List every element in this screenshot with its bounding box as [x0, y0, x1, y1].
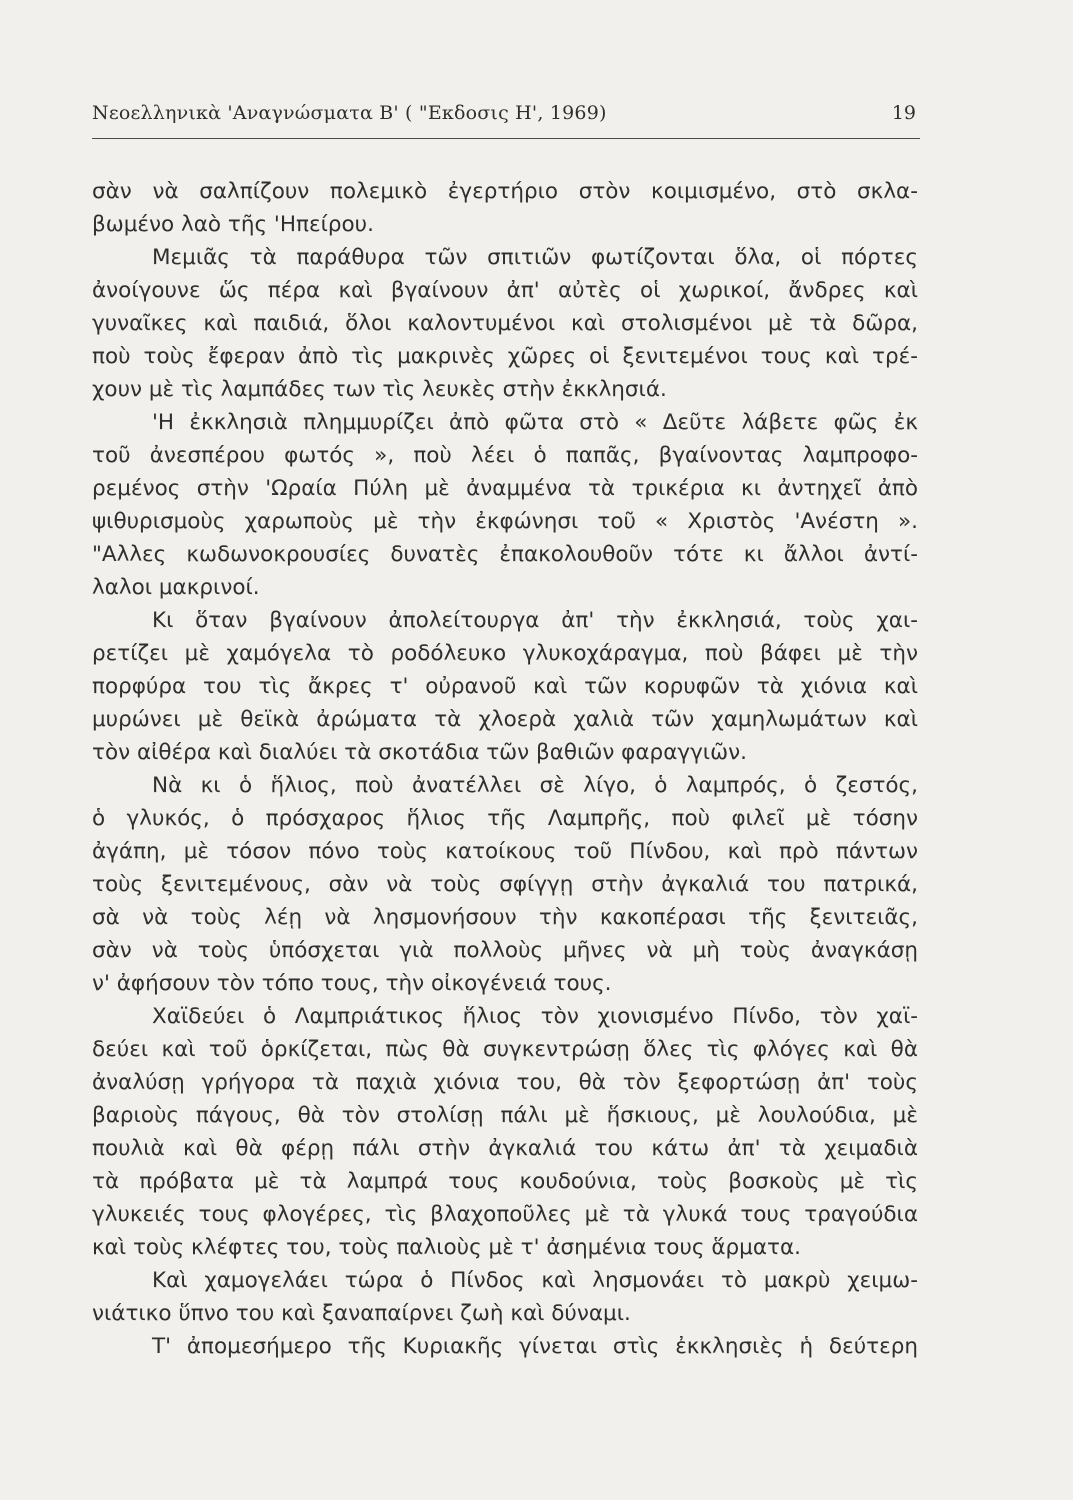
text-line: βαριοὺς πάγους, θὰ τὸν στολίσῃ πάλι μὲ ἥσκιους, μὲ λουλούδια, μὲ [92, 1103, 918, 1128]
text-line: τοῦ ἀνεσπέρου φωτός », ποὺ λέει ὁ παπᾶς, βγαίνοντας λαμπροφο- [92, 443, 918, 468]
text-line: καὶ τοὺς κλέφτες του, τοὺς παλιοὺς μὲ τ' ἀσημένια τους ἅρματα. [92, 1235, 801, 1260]
text-line: γυναῖκες καὶ παιδιά, ὅλοι καλοντυμένοι καὶ στολισμένοι μὲ τὰ δῶρα, [92, 311, 918, 336]
text-line: τὸν αἰθέρα καὶ διαλύει τὰ σκοτάδια τῶν βαθιῶν φαραγγιῶν. [92, 740, 747, 765]
text-line: τὰ πρόβατα μὲ τὰ λαμπρά τους κουδούνια, τοὺς βοσκοὺς μὲ τὶς [92, 1169, 918, 1194]
text-line: ν' ἀφήσουν τὸν τόπο τους, τὴν οἰκογένειά τους. [92, 971, 612, 996]
text-line: ρεμένος στὴν 'Ωραία Πύλη μὲ ἀναμμένα τὰ τρικέρια κι ἀντηχεῖ ἀπὸ [92, 476, 918, 501]
text-line: ψιθυρισμοὺς χαρωποὺς μὲ τὴν ἐκφώνησι τοῦ « Χριστὸς 'Ανέστη ». [92, 509, 918, 534]
text-line: μυρώνει μὲ θεϊκὰ ἀρώματα τὰ χλοερὰ χαλιὰ τῶν χαμηλωμάτων καὶ [92, 707, 918, 732]
text-line: σὰ νὰ τοὺς λέῃ νὰ λησμονήσουν τὴν κακοπέρασι τῆς ξενιτειᾶς, [92, 905, 918, 930]
text-line: σὰν νὰ σαλπίζουν πολεμικὸ ἐγερτήριο στὸν κοιμισμένο, στὸ σκλα- [92, 179, 918, 204]
text-line: νιάτικο ὕπνο του καὶ ξαναπαίρνει ζωὴ καὶ δύναμι. [92, 1301, 631, 1326]
text-line: τοὺς ξενιτεμένους, σὰν νὰ τοὺς σφίγγῃ στὴν ἀγκαλιά του πατρικά, [92, 872, 918, 897]
text-line: Τ' ἀπομεσήμερο τῆς Κυριακῆς γίνεται στὶς ἐκκλησιὲς ἡ δεύτερη [152, 1334, 918, 1359]
text-line: Μεμιᾶς τὰ παράθυρα τῶν σπιτιῶν φωτίζονται ὅλα, οἱ πόρτες [152, 245, 918, 270]
text-line: γλυκειές τους φλογέρες, τὶς βλαχοποῦλες μὲ τὰ γλυκά τους τραγούδια [92, 1202, 918, 1227]
text-line: ρετίζει μὲ χαμόγελα τὸ ροδόλευκο γλυκοχάραγμα, ποὺ βάφει μὲ τὴν [92, 641, 918, 666]
text-line: πουλιὰ καὶ θὰ φέρῃ πάλι στὴν ἀγκαλιά του κάτω ἀπ' τὰ χειμαδιὰ [92, 1136, 918, 1161]
text-line: λαλοι μακρινοί. [92, 575, 260, 600]
text-line: ὁ γλυκός, ὁ πρόσχαρος ἥλιος τῆς Λαμπρῆς, ποὺ φιλεῖ μὲ τόσην [92, 806, 918, 831]
header-divider [92, 138, 920, 139]
text-line: 'Η ἐκκλησιὰ πλημμυρίζει ἀπὸ φῶτα στὸ « Δεῦτε λάβετε φῶς ἐκ [152, 410, 918, 435]
text-line: ποὺ τοὺς ἔφεραν ἀπὸ τὶς μακρινὲς χῶρες οἱ ξενιτεμένοι τους καὶ τρέ- [92, 344, 918, 369]
text-line: Χαϊδεύει ὁ Λαμπριάτικος ἥλιος τὸν χιονισμένο Πίνδο, τὸν χαϊ- [152, 1004, 918, 1029]
text-line: ἀνοίγουνε ὥς πέρα καὶ βγαίνουν ἀπ' αὐτὲς οἱ χωρικοί, ἄνδρες καὶ [92, 278, 918, 303]
text-line: χουν μὲ τὶς λαμπάδες των τὶς λευκὲς στὴν ἐκκλησιά. [92, 377, 667, 402]
text-line: Κι ὅταν βγαίνουν ἀπολείτουργα ἀπ' τὴν ἐκκλησιά, τοὺς χαι- [152, 608, 918, 633]
text-line: "Αλλες κωδωνοκρουσίες δυνατὲς ἐπακολουθοῦν τότε κι ἄλλοι ἀντί- [92, 542, 918, 567]
body-text [92, 175, 918, 1363]
text-line: δεύει καὶ τοῦ ὁρκίζεται, πὼς θὰ συγκεντρώσῃ ὅλες τὶς φλόγες καὶ θὰ [92, 1037, 918, 1062]
text-line: ἀναλύσῃ γρήγορα τὰ παχιὰ χιόνια του, θὰ τὸν ξεφορτώσῃ ἀπ' τοὺς [92, 1070, 918, 1095]
book-title: Νεοελληνικὰ 'Αναγνώσματα Β' ( "Εκδοσις Η', 1969) [92, 102, 607, 124]
text-line: Νὰ κι ὁ ἥλιος, ποὺ ἀνατέλλει σὲ λίγο, ὁ λαμπρός, ὁ ζεστός, [152, 773, 918, 798]
running-header [92, 100, 920, 130]
text-line: σὰν νὰ τοὺς ὑπόσχεται γιὰ πολλοὺς μῆνες νὰ μὴ τοὺς ἀναγκάσῃ [92, 938, 918, 963]
text-line: βωμένο λαὸ τῆς 'Ηπείρου. [92, 212, 374, 237]
text-line: ἀγάπη, μὲ τόσον πόνο τοὺς κατοίκους τοῦ Πίνδου, καὶ πρὸ πάντων [92, 839, 918, 864]
page-number: 19 [891, 102, 916, 124]
text-line: Καὶ χαμογελάει τώρα ὁ Πίνδος καὶ λησμονάει τὸ μακρὺ χειμω- [152, 1268, 918, 1293]
text-line: πορφύρα του τὶς ἄκρες τ' οὐρανοῦ καὶ τῶν κορυφῶν τὰ χιόνια καὶ [92, 674, 918, 699]
